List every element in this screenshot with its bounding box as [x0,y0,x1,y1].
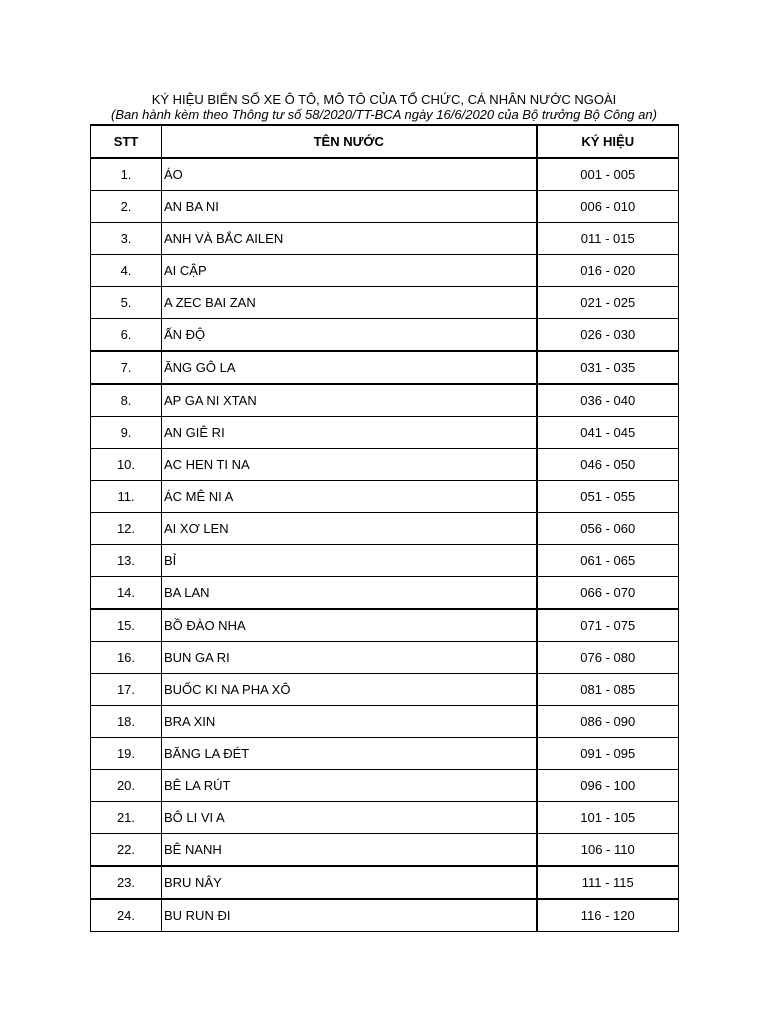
row-country-name: ANH VÀ BẮC AILEN [162,223,537,255]
plate-code-table [90,124,679,932]
row-stt: 24. [91,899,162,932]
row-country-name: BỒ ĐÀO NHA [162,609,537,642]
row-country-name: BUN GA RI [162,642,537,674]
row-stt: 11. [91,481,162,513]
table-row [91,449,679,481]
row-code: 006 - 010 [537,191,679,223]
row-country-name: ĂNG GÔ LA [162,351,537,384]
row-stt: 16. [91,642,162,674]
table-row [91,738,679,770]
table-row [91,384,679,417]
row-stt: 3. [91,223,162,255]
row-stt: 20. [91,770,162,802]
row-country-name: A ZEC BAI ZAN [162,287,537,319]
table-row [91,545,679,577]
row-country-name: AC HEN TI NA [162,449,537,481]
row-stt: 2. [91,191,162,223]
table-row [91,481,679,513]
table-row [91,674,679,706]
row-stt: 17. [91,674,162,706]
table-row [91,417,679,449]
row-stt: 8. [91,384,162,417]
row-country-name: BRA XIN [162,706,537,738]
row-code: 046 - 050 [537,449,679,481]
row-stt: 1. [91,158,162,191]
column-header-code: KÝ HIỆU [537,125,679,158]
row-stt: 18. [91,706,162,738]
row-stt: 10. [91,449,162,481]
row-code: 001 - 005 [537,158,679,191]
row-code: 031 - 035 [537,351,679,384]
row-stt: 21. [91,802,162,834]
row-country-name: BĂNG LA ĐÉT [162,738,537,770]
row-stt: 5. [91,287,162,319]
row-code: 041 - 045 [537,417,679,449]
row-stt: 4. [91,255,162,287]
table-row [91,287,679,319]
row-country-name: ÁC MÊ NI A [162,481,537,513]
row-code: 086 - 090 [537,706,679,738]
row-stt: 15. [91,609,162,642]
row-code: 056 - 060 [537,513,679,545]
row-stt: 22. [91,834,162,867]
row-stt: 23. [91,866,162,899]
row-stt: 12. [91,513,162,545]
row-country-name: BÊ LA RÚT [162,770,537,802]
document-subtitle: (Ban hành kèm theo Thông tư số 58/2020/TT-BCA ngày 16/6/2020 của Bộ trưởng Bộ Công an) [111,107,657,122]
row-code: 116 - 120 [537,899,679,932]
row-code: 036 - 040 [537,384,679,417]
row-country-name: BUỐC KI NA PHA XÔ [162,674,537,706]
table-row [91,642,679,674]
row-country-name: BÊ NANH [162,834,537,867]
row-code: 011 - 015 [537,223,679,255]
row-stt: 14. [91,577,162,610]
row-stt: 7. [91,351,162,384]
row-code: 026 - 030 [537,319,679,352]
table-row [91,319,679,352]
row-country-name: ẤN ĐỘ [162,319,537,352]
row-code: 061 - 065 [537,545,679,577]
row-country-name: AP GA NI XTAN [162,384,537,417]
table-row [91,770,679,802]
table-header-row [91,125,679,158]
table-row [91,191,679,223]
row-code: 091 - 095 [537,738,679,770]
row-code: 111 - 115 [537,866,679,899]
row-code: 066 - 070 [537,577,679,610]
row-country-name: BỈ [162,545,537,577]
row-country-name: BÔ LI VI A [162,802,537,834]
table-row [91,899,679,932]
row-code: 081 - 085 [537,674,679,706]
table-row [91,351,679,384]
column-header-stt: STT [91,125,162,158]
table-row [91,834,679,867]
row-code: 016 - 020 [537,255,679,287]
row-code: 106 - 110 [537,834,679,867]
row-code: 101 - 105 [537,802,679,834]
table-row [91,802,679,834]
table-row [91,577,679,610]
table-body [91,158,679,932]
row-country-name: BA LAN [162,577,537,610]
row-country-name: AI CẬP [162,255,537,287]
row-code: 021 - 025 [537,287,679,319]
row-country-name: BRU NÂY [162,866,537,899]
row-code: 076 - 080 [537,642,679,674]
table-row [91,223,679,255]
table-row [91,706,679,738]
row-stt: 9. [91,417,162,449]
row-stt: 6. [91,319,162,352]
row-code: 071 - 075 [537,609,679,642]
table-row [91,158,679,191]
column-header-country-name: TÊN NƯỚC [162,125,537,158]
row-stt: 13. [91,545,162,577]
row-country-name: BU RUN ĐI [162,899,537,932]
row-code: 051 - 055 [537,481,679,513]
table-row [91,866,679,899]
row-country-name: AI XƠ LEN [162,513,537,545]
row-code: 096 - 100 [537,770,679,802]
table-row [91,255,679,287]
document-title: KÝ HIỆU BIỂN SỐ XE Ô TÔ, MÔ TÔ CỦA TỔ CHỨC, CÁ NHÂN NƯỚC NGOÀI [151,92,617,107]
row-country-name: ÁO [162,158,537,191]
row-country-name: AN BA NI [162,191,537,223]
table-row [91,513,679,545]
table-row [91,609,679,642]
row-country-name: AN GIÊ RI [162,417,537,449]
row-stt: 19. [91,738,162,770]
